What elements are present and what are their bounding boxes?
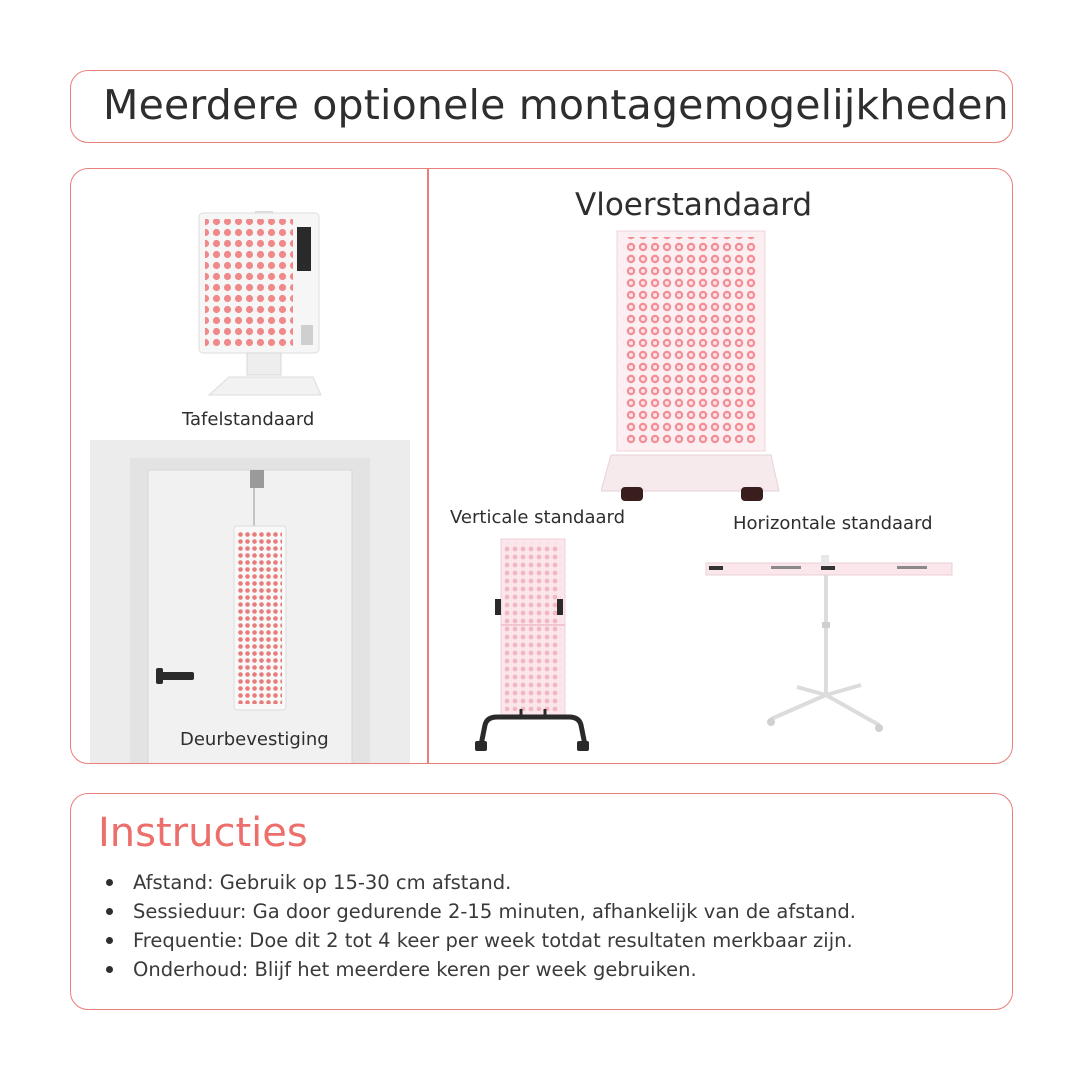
table-stand-label: Tafelstandaard (182, 409, 315, 430)
instructions-title: Instructies (98, 810, 308, 856)
vertical-stand-image (471, 537, 591, 757)
door-mount-label: Deurbevestiging (180, 729, 329, 750)
instruction-item: Onderhoud: Blijf het meerdere keren per week gebruiken. (133, 955, 856, 984)
floor-stand-label: Vloerstandaard (575, 187, 813, 223)
instruction-item: Frequentie: Doe dit 2 tot 4 keer per week totdat resultaten merkbaar zijn. (133, 926, 856, 955)
table-stand-image (189, 205, 329, 405)
panel-divider (427, 169, 429, 764)
page-title: Meerdere optionele montagemogelijkheden (103, 81, 1009, 129)
mount-options-panel (70, 168, 1013, 764)
instruction-item: Sessieduur: Ga door gedurende 2-15 minuten, afhankelijk van de afstand. (133, 897, 856, 926)
instruction-item: Afstand: Gebruik op 15-30 cm afstand. (133, 868, 856, 897)
door-mount-image (90, 440, 410, 764)
vertical-stand-label: Verticale standaard (450, 507, 626, 528)
instructions-list (133, 868, 856, 984)
horizontal-stand-image (701, 547, 956, 747)
floor-stand-image (601, 229, 781, 504)
title-banner (70, 70, 1013, 143)
horizontal-stand-label: Horizontale standaard (733, 513, 933, 534)
instructions-panel (70, 793, 1013, 1010)
